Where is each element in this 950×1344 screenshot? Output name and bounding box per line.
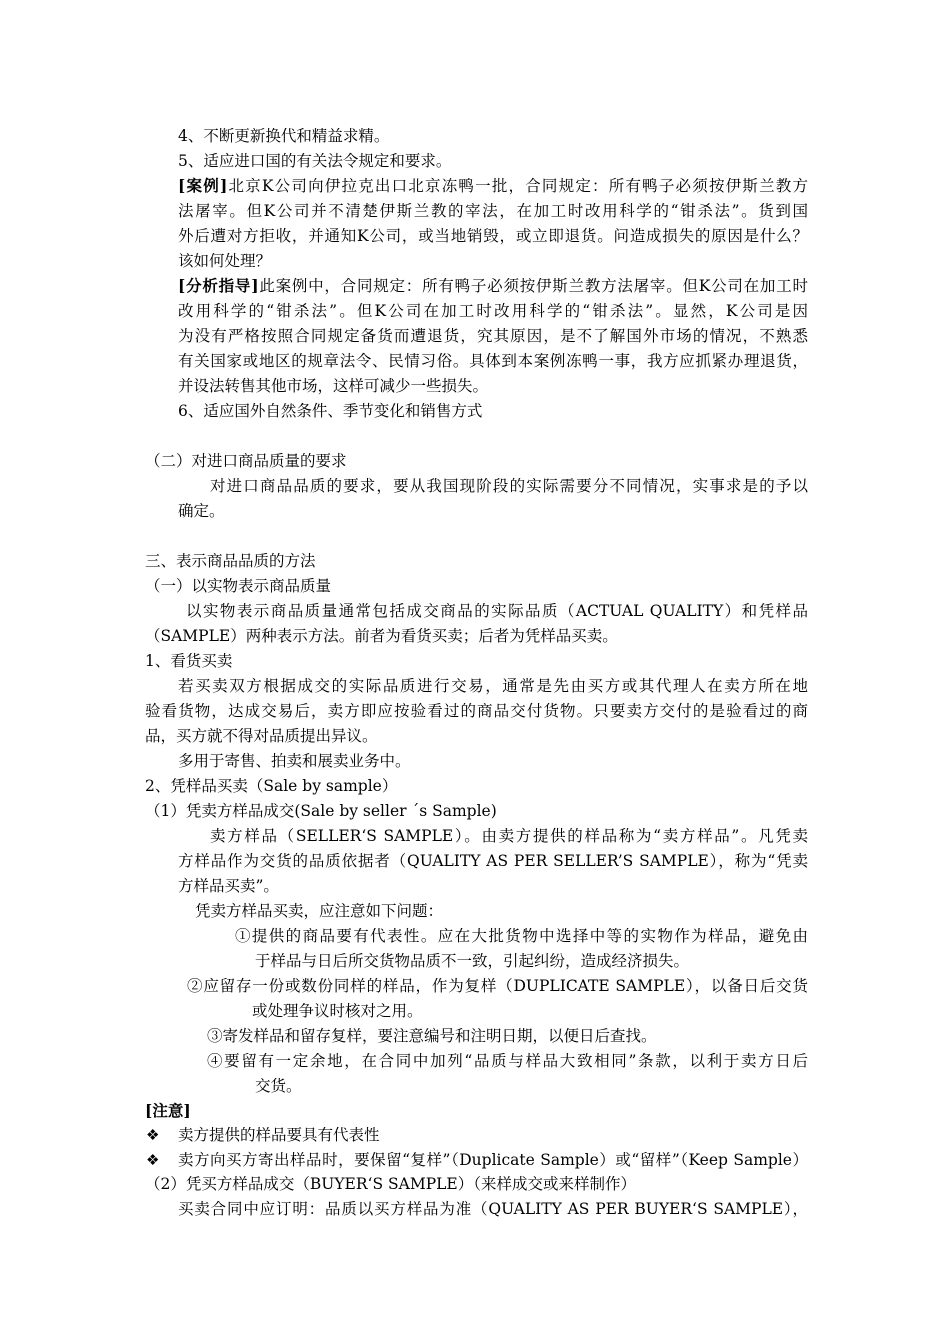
diamond-bullet-icon: ❖ <box>146 1151 160 1169</box>
heading-2-2-buyer-sample: （2）凭买方样品成交（BUYER‘S SAMPLE）（来样成交或来样制作） <box>145 1175 636 1193</box>
heading-2-sample: 2、凭样品买卖（Sale by sample） <box>145 777 398 795</box>
seller-sample-line-2: 方样品作为交货的品质依据者（QUALITY AS PER SELLER’S SAMPLE），称为“凭卖 <box>178 852 808 870</box>
diamond-bullet-icon: ❖ <box>146 1126 160 1144</box>
note-4-line-1: ④要留有一定余地，在合同中加列“品质与样品大致相同”条款，以利于卖方日后 <box>207 1052 808 1070</box>
section-3-1-line-2: （SAMPLE）两种表示方法。前者为看货买卖；后者为凭样品买卖。 <box>145 627 618 645</box>
inspection-line-4: 多用于寄售、拍卖和展卖业务中。 <box>178 752 411 770</box>
item-6: 6、适应国外自然条件、季节变化和销售方式 <box>178 402 483 420</box>
note-2-line-1: ②应留存一份或数份同样的样品，作为复样（DUPLICATE SAMPLE），以备日后交货 <box>187 977 808 995</box>
seller-sample-line-3: 方样品买卖”。 <box>178 877 279 895</box>
seller-sample-line-1: 卖方样品（SELLER‘S SAMPLE）。由卖方提供的样品称为“卖方样品”。凡凭卖 <box>210 827 808 845</box>
analysis-line-3: 为没有严格按照合同规定备货而遭退货，究其原因，是不了解国外市场的情况，不熟悉 <box>178 327 808 345</box>
seller-sample-line-4: 凭卖方样品买卖，应注意如下问题： <box>195 902 444 920</box>
analysis-text-1: 此案例中，合同规定：所有鸭子必须按伊斯兰教方法屠宰。但K公司在加工时 <box>258 277 808 295</box>
section-2-line-2: 确定。 <box>178 502 225 520</box>
heading-1-inspection: 1、看货买卖 <box>145 652 233 670</box>
case-label: [案例] <box>178 176 228 195</box>
section-3-1-line-1: 以实物表示商品质量通常包括成交商品的实际品质（ACTUAL QUALITY）和凭样品 <box>186 602 808 620</box>
item-4: 4、不断更新换代和精益求精。 <box>178 127 390 145</box>
note-1-line-1: ①提供的商品要有代表性。应在大批货物中选择中等的实物作为样品，避免由 <box>235 927 808 945</box>
analysis-line-4: 有关国家或地区的规章法令、民情习俗。具体到本案例冻鸭一事，我方应抓紧办理退货， <box>178 352 808 370</box>
case-text-1: 北京K公司向伊拉克出口北京冻鸭一批，合同规定：所有鸭子必须按伊斯兰教方 <box>227 177 808 195</box>
case-line-1 <box>178 174 808 198</box>
section-3-1-heading: （一）以实物表示商品质量 <box>145 577 332 595</box>
case-line-4: 该如何处理？ <box>178 252 272 270</box>
case-line-2: 法屠宰。但K公司并不清楚伊斯兰教的宰法，在加工时改用科学的“钳杀法”。货到国 <box>178 202 808 220</box>
item-5: 5、适应进口国的有关法令规定和要求。 <box>178 152 452 170</box>
buyer-sample-line-1: 买卖合同中应订明：品质以买方样品为准（QUALITY AS PER BUYER‘S SAMPLE）， <box>178 1200 808 1218</box>
note-2-line-2: 或处理争议时核对之用。 <box>252 1002 423 1020</box>
inspection-line-2: 验看货物，达成交易后，卖方即应按验看过的商品交付货物。只要卖方交付的是验看过的商 <box>145 702 808 720</box>
section-2-line-1: 对进口商品品质的要求，要从我国现阶段的实际需要分不同情况，实事求是的予以 <box>210 477 808 495</box>
note-4-line-2: 交货。 <box>255 1077 302 1095</box>
analysis-line-5: 并设法转售其他市场，这样可减少一些损失。 <box>178 377 489 395</box>
analysis-line-2: 改用科学的“钳杀法”。但K公司在加工时改用科学的“钳杀法”。显然，K公司是因 <box>178 302 808 320</box>
section-2-heading: （二）对进口商品质量的要求 <box>145 452 347 470</box>
bullet-item-1: 卖方提供的样品要具有代表性 <box>178 1126 380 1144</box>
analysis-line-1 <box>178 274 808 298</box>
bullet-item-2: 卖方向买方寄出样品时，要保留“复样”（Duplicate Sample）或“留样”（Keep Sample） <box>178 1151 808 1169</box>
attention-label: [注意] <box>145 1101 191 1120</box>
inspection-line-1: 若买卖双方根据成交的实际品质进行交易，通常是先由买方或其代理人在卖方所在地 <box>178 677 808 695</box>
note-1-line-2: 于样品与日后所交货物品质不一致，引起纠纷，造成经济损失。 <box>255 952 690 970</box>
note-3: ③寄发样品和留存复样，要注意编号和注明日期，以便日后查找。 <box>207 1027 657 1045</box>
heading-2-1-seller-sample: （1）凭卖方样品成交(Sale by seller ˊs Sample) <box>145 802 497 820</box>
analysis-label: [分析指导] <box>178 276 259 295</box>
inspection-line-3: 品，买方就不得对品质提出异议。 <box>145 727 378 745</box>
section-3-heading: 三、表示商品品质的方法 <box>145 552 316 570</box>
case-line-3: 外后遭对方拒收，并通知K公司，或当地销毁，或立即退货。问造成损失的原因是什么？ <box>178 227 808 245</box>
